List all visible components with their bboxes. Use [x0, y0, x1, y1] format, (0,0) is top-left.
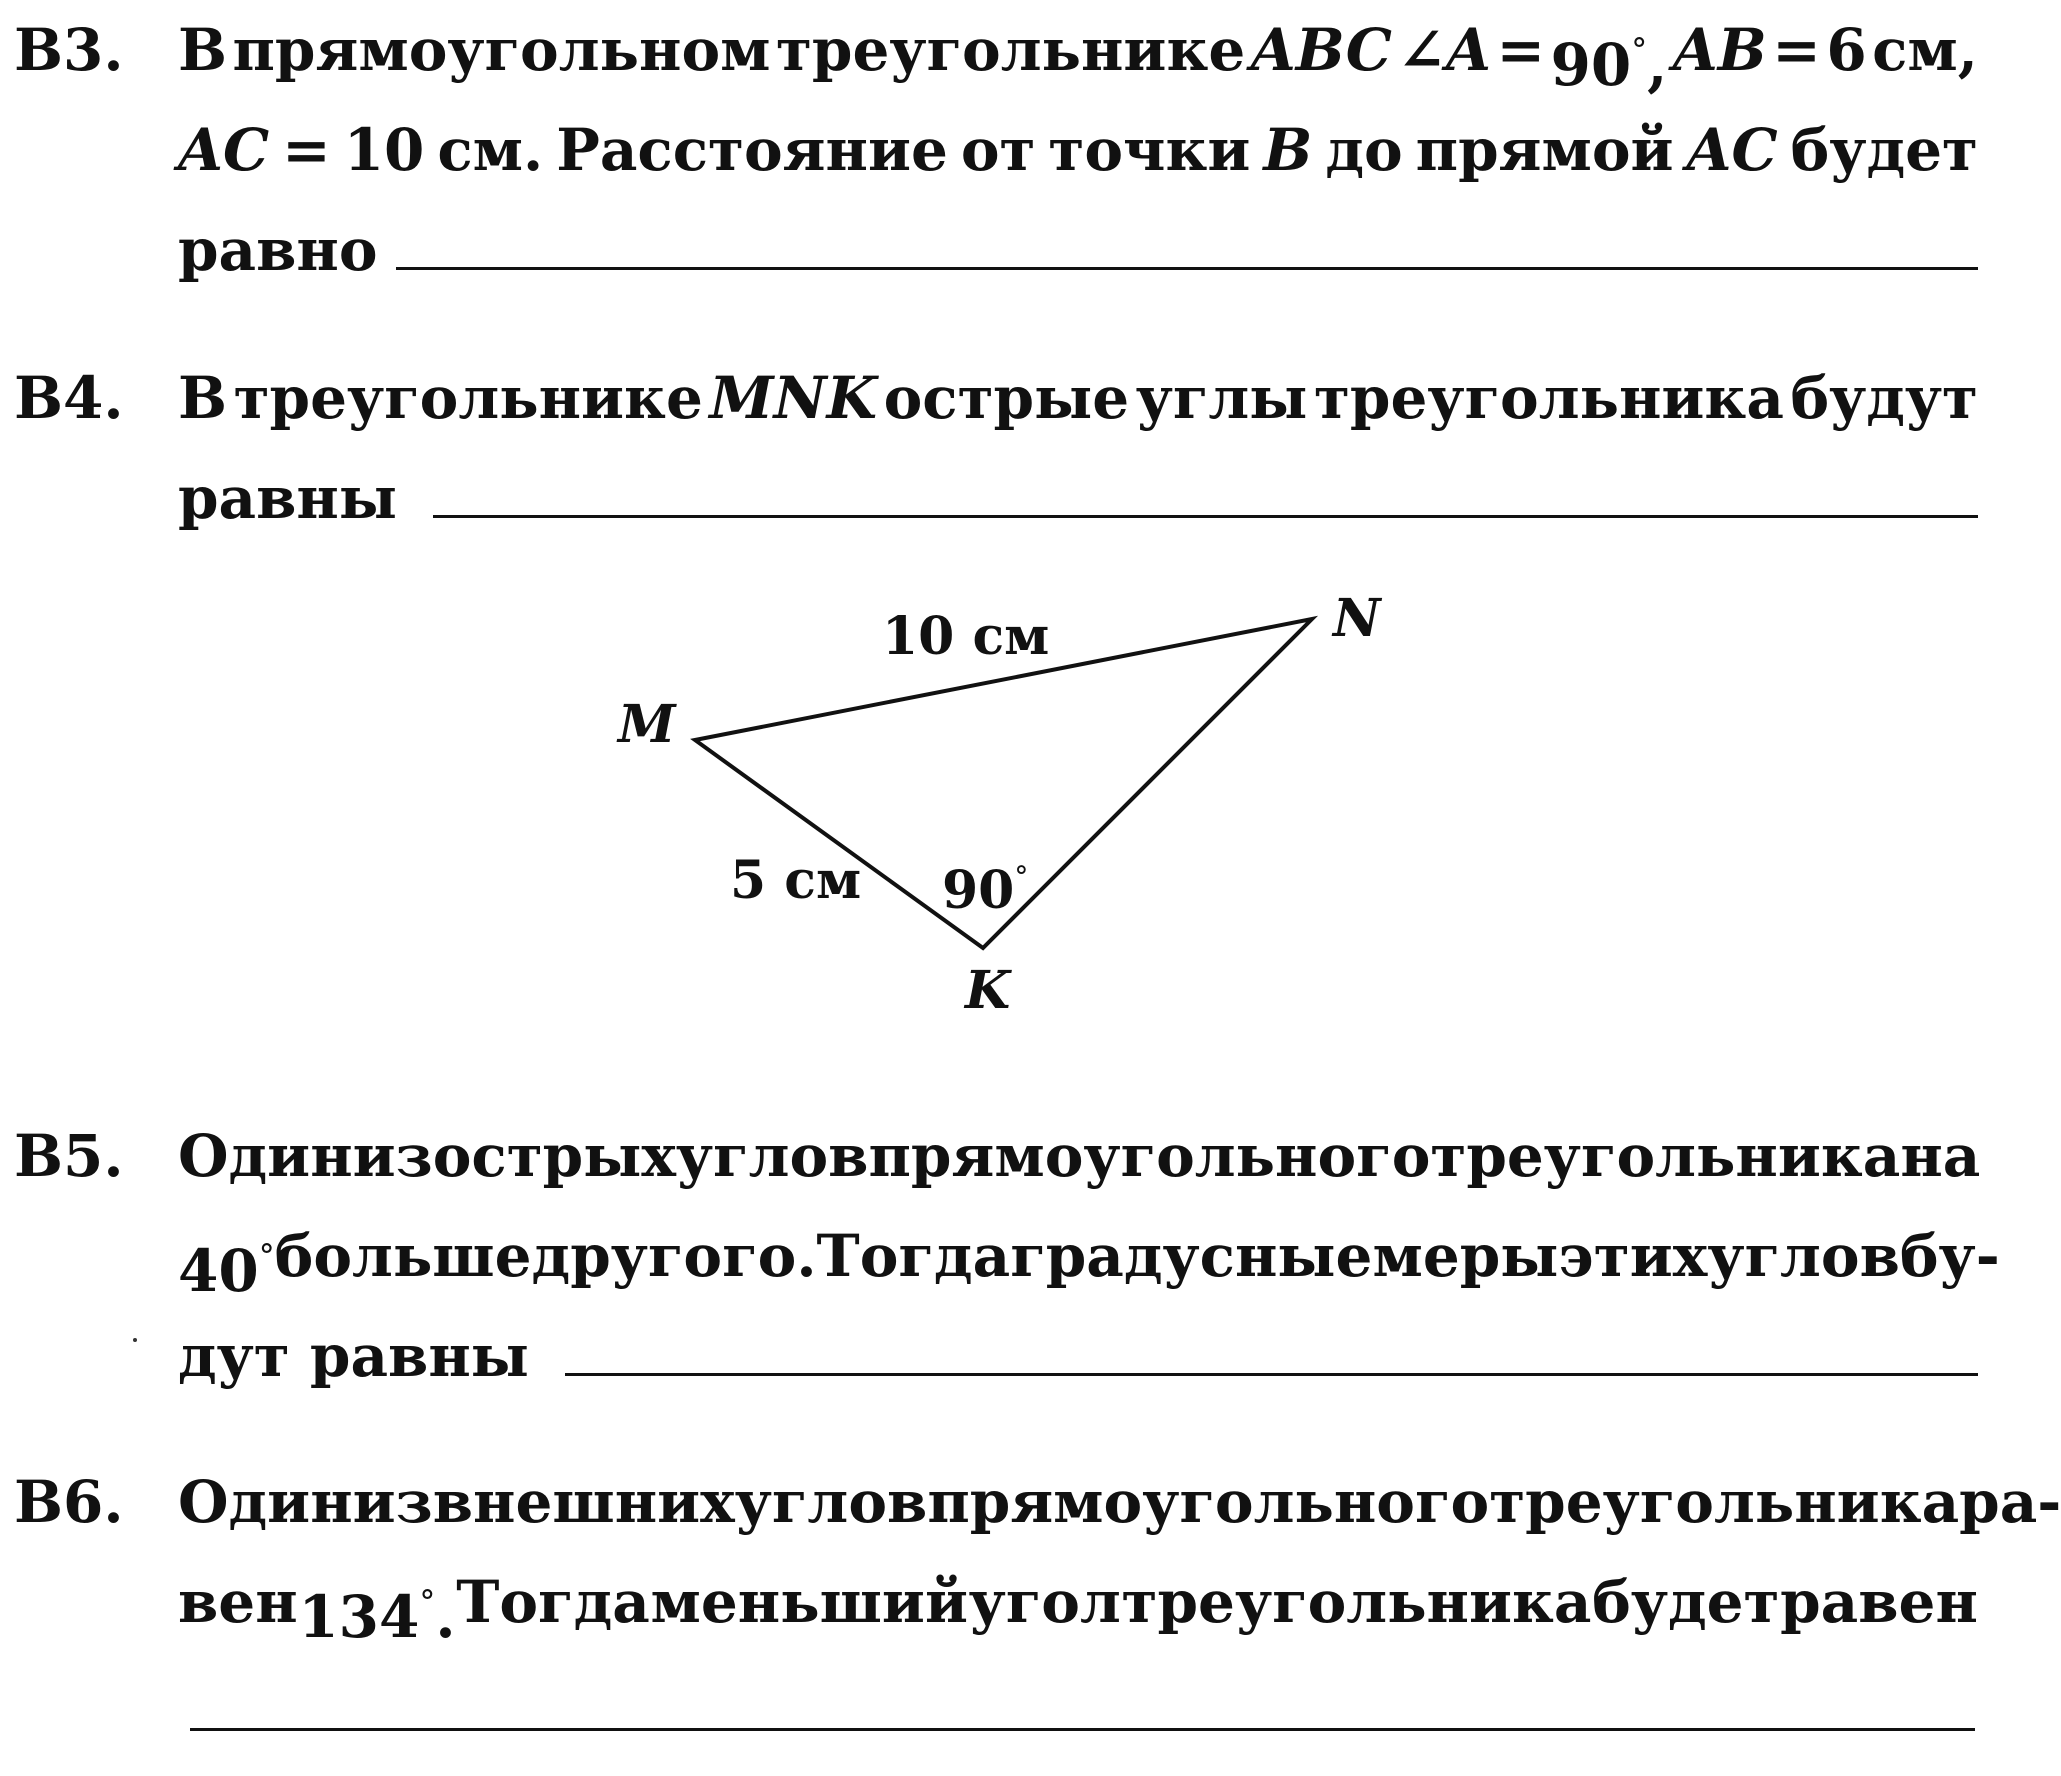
word: внешних [432, 1468, 735, 1536]
word: Тогда [816, 1222, 1011, 1290]
word: другого. [531, 1222, 817, 1290]
word: до [1325, 116, 1403, 184]
word: В [178, 364, 228, 432]
problem-text-line-1 [178, 348, 1978, 448]
word: треугольника [1430, 1122, 1901, 1190]
word: равен [1780, 1568, 1978, 1636]
word: углов [734, 1468, 928, 1536]
triangle-name: ABC [1250, 16, 1392, 84]
answer-blank[interactable] [190, 1728, 1975, 1731]
side-label-mk: 5 см [730, 850, 862, 911]
word: этих [1558, 1222, 1708, 1290]
word: В [178, 16, 228, 84]
equals-sign: = [1496, 16, 1546, 84]
word: из [352, 1122, 433, 1190]
problem-text-line-3 [178, 200, 1978, 300]
word: ра- [1959, 1468, 2061, 1536]
answer-blank[interactable] [565, 1311, 1978, 1376]
word: Один [178, 1468, 353, 1536]
word: точки [1048, 116, 1251, 184]
degree-sign: ° [1631, 31, 1648, 69]
answer-blank[interactable] [433, 453, 1978, 518]
print-speck [133, 1338, 137, 1342]
angle-value: 134°. [298, 1582, 456, 1651]
length-value: 6 [1826, 16, 1867, 84]
word: будет [1790, 116, 1978, 184]
problem-number: B6. [14, 1468, 124, 1536]
word: треугольника [1121, 1568, 1592, 1636]
word: больше [274, 1222, 532, 1290]
word: треугольнике [233, 364, 703, 432]
vertex-label-n: N [1333, 588, 1381, 649]
problem-text-line-2 [178, 100, 1978, 200]
word: из [352, 1468, 433, 1536]
problem-text-line-3 [178, 1306, 1978, 1406]
segment-name: AC [178, 116, 270, 184]
word: равны [178, 464, 398, 532]
word: Тогда [456, 1568, 650, 1636]
word: треугольника [1313, 364, 1784, 432]
word: равно [178, 216, 378, 284]
point-name: B [1263, 116, 1313, 184]
degree-sign: ° [258, 1237, 275, 1275]
triangle-name: MNK [709, 364, 878, 432]
word: острые [883, 364, 1130, 432]
word: градусные [1010, 1222, 1373, 1290]
problem-text-line-2 [178, 1552, 1978, 1667]
word: углов [675, 1122, 869, 1190]
word: прямоугольном [232, 16, 771, 84]
word: острых [432, 1122, 676, 1190]
vertex-label-k: K [965, 960, 1011, 1021]
word: от [960, 116, 1036, 184]
word: будут [1790, 364, 1978, 432]
vertex-label-m: M [618, 694, 676, 755]
problem-text-line-1 [178, 0, 1978, 115]
length-value: 10 [343, 116, 425, 184]
degree-sign: ° [419, 1583, 436, 1621]
segment-name: AC [1686, 116, 1778, 184]
word: меры [1372, 1222, 1559, 1290]
problem-text-line-2 [178, 1206, 2000, 1321]
angle-value: 90°, [1550, 30, 1668, 99]
word: см. [437, 116, 544, 184]
word: будет [1592, 1568, 1780, 1636]
word: прямоугольного [868, 1122, 1431, 1190]
problem-text-line-1 [178, 1106, 1981, 1206]
problem-text-line-2 [178, 448, 1978, 548]
word: треугольнике [775, 16, 1246, 84]
word: см, [1872, 16, 1978, 84]
problem-text-line-1 [178, 1452, 2061, 1552]
angle-name: ∠A [1397, 16, 1491, 84]
word: бу- [1899, 1222, 2000, 1290]
word: дут равны [178, 1322, 529, 1390]
word: Расстояние [556, 116, 948, 184]
equals-sign: = [282, 116, 331, 184]
word: треугольника [1489, 1468, 1960, 1536]
problem-number: B3. [14, 16, 124, 84]
word: прямой [1415, 116, 1674, 184]
angle-label-k: 90° [942, 860, 1029, 921]
answer-blank[interactable] [396, 205, 1978, 270]
word: угол [968, 1568, 1121, 1636]
word: вен [178, 1568, 298, 1636]
segment-name: AB [1672, 16, 1767, 84]
problem-number: B5. [14, 1122, 124, 1190]
angle-value: 40° [178, 1236, 275, 1305]
word: углы [1135, 364, 1308, 432]
side-label-mn: 10 см [882, 606, 1050, 667]
word: Один [178, 1122, 353, 1190]
triangle-mnk [695, 619, 1312, 948]
word: прямоугольного [927, 1468, 1490, 1536]
word: на [1900, 1122, 1981, 1190]
problem-number: B4. [14, 364, 124, 432]
word: углов [1707, 1222, 1900, 1290]
word: меньший [650, 1568, 968, 1636]
equals-sign: = [1772, 16, 1821, 84]
